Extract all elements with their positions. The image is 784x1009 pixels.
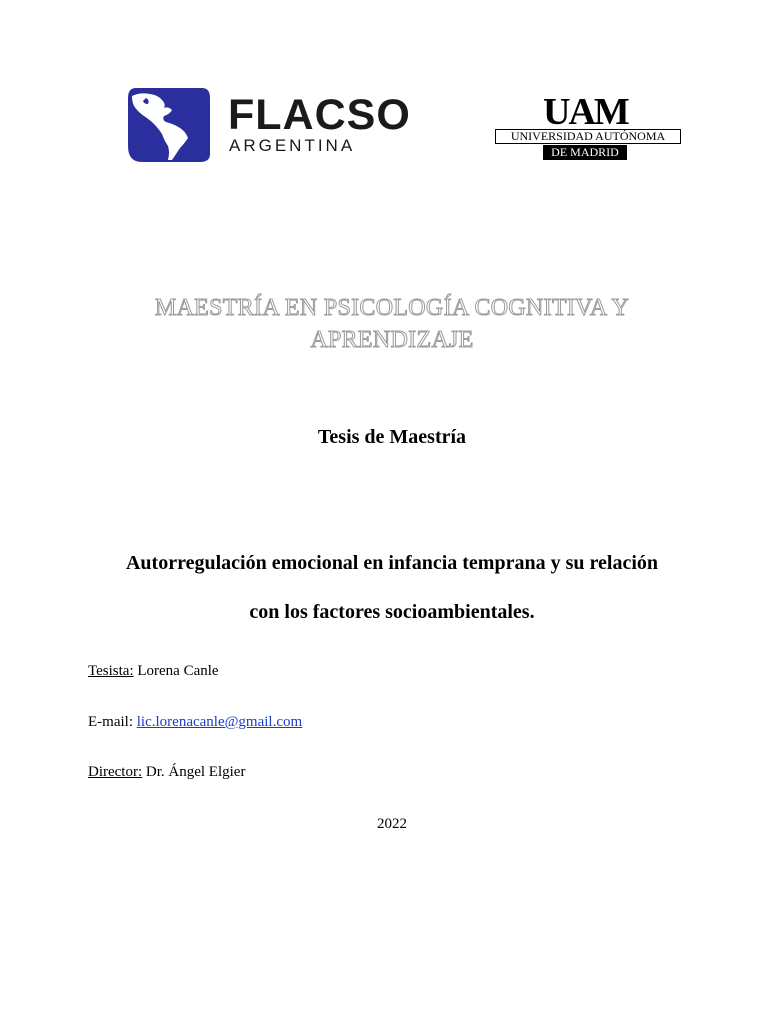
program-title — [100, 292, 684, 356]
flacso-subtitle: ARGENTINA — [229, 136, 356, 155]
program-title-line1: MAESTRÍA EN PSICOLOGÍA COGNITIVA Y — [154, 295, 630, 321]
program-title-line2: APRENDIZAJE — [310, 327, 474, 353]
thesis-title-line1: Autorregulación emocional en infancia temprana y su relación — [125, 552, 658, 574]
tesista-row — [88, 662, 219, 680]
uam-name-line1: UNIVERSIDAD AUTÓNOMA — [495, 129, 681, 144]
email-link[interactable]: lic.lorenacanle@gmail.com — [136, 714, 303, 730]
director-value: Dr. Ángel Elgier — [145, 764, 246, 780]
thesis-title-line2: con los factores socioambientales. — [249, 601, 535, 623]
email-label: E-mail: — [88, 714, 133, 730]
uam-name-line2: DE MADRID — [543, 145, 627, 160]
flacso-logo — [128, 86, 411, 166]
americas-globe-icon — [128, 86, 210, 162]
tesista-label: Tesista: — [88, 663, 134, 679]
document-type: Tesis de Maestría — [317, 426, 467, 448]
year: 2022 — [377, 816, 407, 832]
email-row — [88, 713, 302, 731]
director-label: Director: — [88, 764, 143, 780]
uam-logo — [495, 93, 685, 163]
director-row — [88, 763, 245, 781]
flacso-name: FLACSO — [228, 91, 411, 139]
uam-mark: UAM — [543, 91, 628, 133]
tesista-value: Lorena Canle — [137, 663, 219, 679]
